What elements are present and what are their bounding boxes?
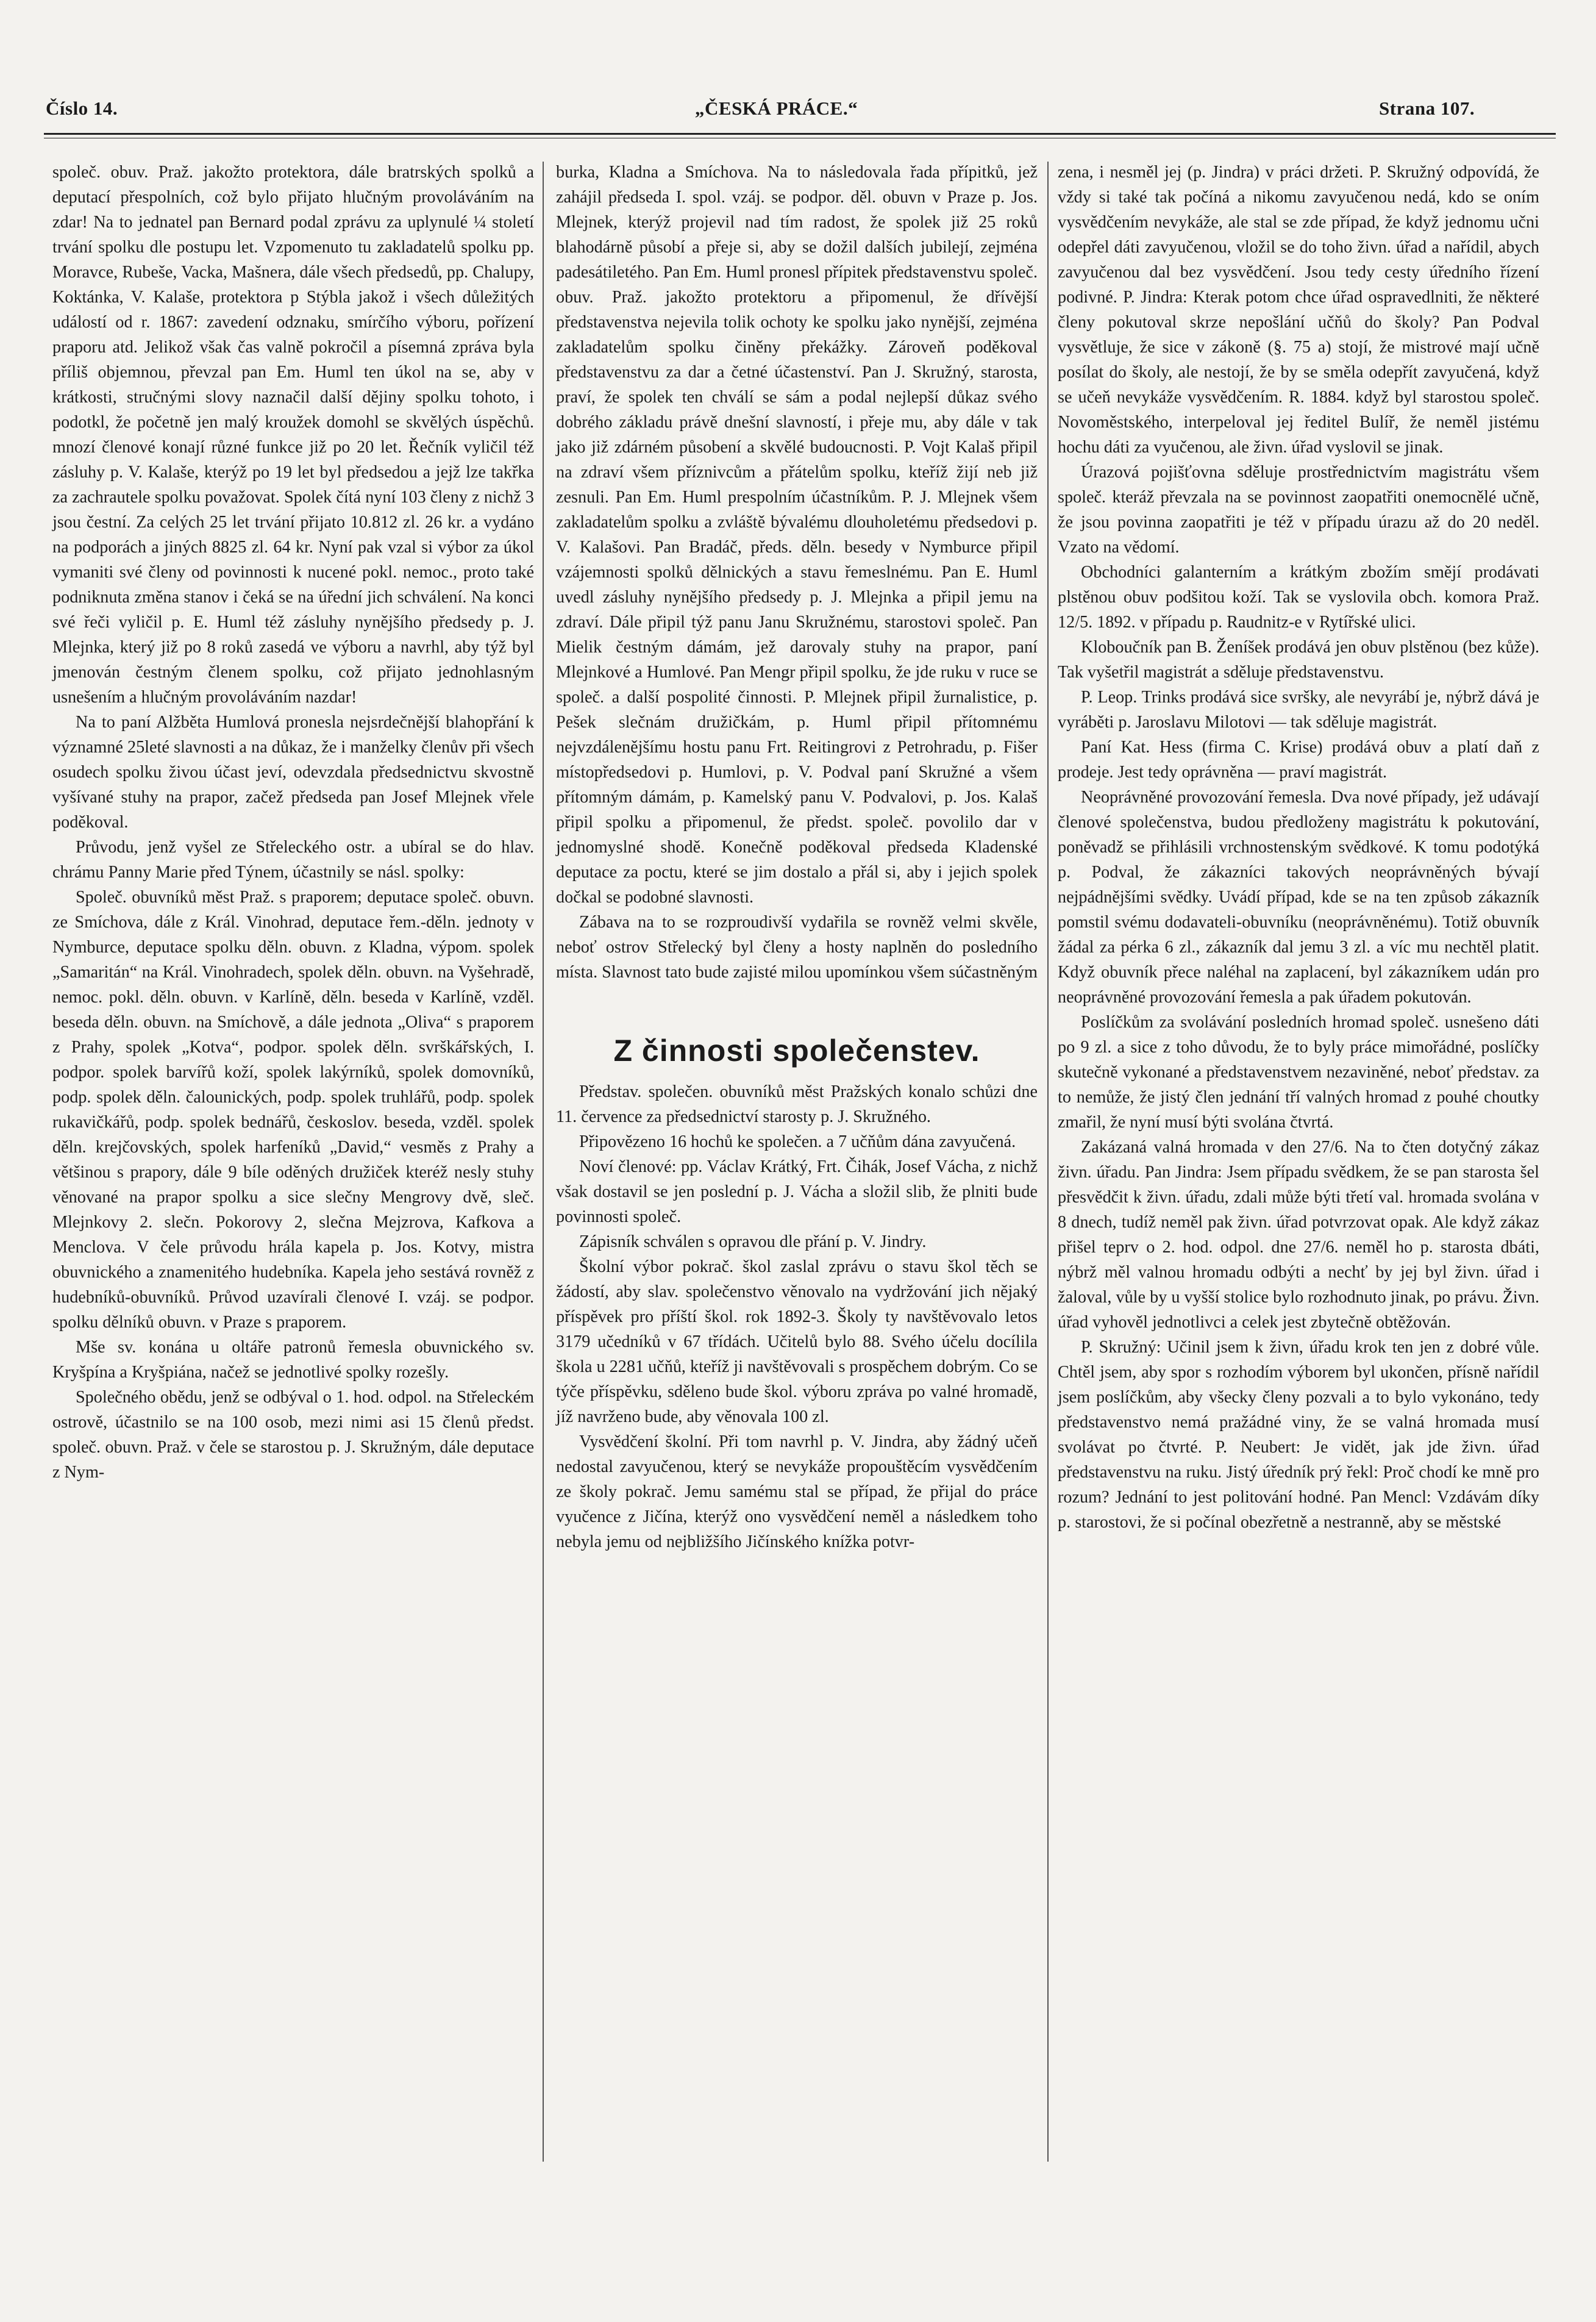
paragraph: Průvodu, jenž vyšel ze Střeleckého ostr. a ubíral se do hlav. chrámu Panny Marie před Týnem, účastnily se násl. spolky: xyxy=(52,838,534,882)
paragraph: Noví členové: pp. Václav Krátký, Frt. Čihák, Josef Vácha, z nichž však dostavil se jen poslední p. J. Vácha a složil slib, že plniti bude povinnosti společ. xyxy=(556,1157,1038,1226)
publication-title: „ČESKÁ PRÁCE.“ xyxy=(695,98,858,119)
paragraph: Poslíčkům za svolávání posledních hromad společ. usnešeno dáti po 9 zl. a sice z toho důvodu, že to byly práce mimořádné, poslíčky skutečně vykonané a představenstvem nezaviněné, neboť představ. za to nemůže, že jistý člen jednání tří valných hromad z pouhé choutky zmařil, že nyní musí býti svolána čtvrtá. xyxy=(1058,1013,1539,1132)
column-2 xyxy=(556,160,1038,1554)
paragraph: zena, i nesměl jej (p. Jindra) v práci držeti. P. Skružný odpovídá, že vždy si také tak počíná a nikomu zavyučenou nedá, kdo se oním vysvědčením nevykáže, ale stal se zde případ, že když jednomu učni odepřel dáti zavyučenou, vložil se do toho živn. úřad a nařídil, abych zavyučenou dal bez vysvědčení. Jsou tedy cesty úředního řízení podivné. P. Jindra: Kterak potom chce úřad ospravedlniti, že některé členy pokutoval skrze nepošlání učňů do školy? Pan Podval vysvětluje, že sice v zákoně (§. 75 a) stojí, že mistrové mají učně posílat do školy, ale nestojí, že by se směla odepřít zavyučená, když se učeň nevykáže vysvědčením. R. 1884. když byl starostou společ. Novoměstského, interpeloval jej ředitel Bulíř, že neměl jistému hochu dáti za vyučenou, ale živn. úřad vyslovil se jinak. xyxy=(1058,163,1539,457)
section-title: Z činnosti společenstev. xyxy=(613,1034,980,1068)
paragraph: společ. obuv. Praž. jakožto protektora, dále bratrských spolků a deputací přespolních, což bylo přijato hlučným provoláváním na zdar! Na to jednatel pan Bernard podal zprávu za uplynulé ¼ století trvání spolku dle postupu let. Vzpomenuto tu zakladatelů spolku pp. Moravce, Rubeše, Vacka, Mašnera, dále všech předsedů, pp. Chalupy, Koktánka, V. Kalaše, protektora p Stýbla jakož i všech důležitých událostí od r. 1867: zavedení odznaku, smírčího výboru, pořízení praporu atd. Jelikož však čas valně pokročil a písemná zpráva byla příliš objemnou, převzal pan Em. Huml ten úkol na se, aby v krátkosti, stručnými slovy naznačil další dějiny spolku tohoto, i podotkl, že početně jen malý kroužek domohl se skvělých úspěchů. mnozí členové konají různé funkce již po 20 let. Řečník vyličil též zásluhy p. V. Kalaše, kterýž po 19 let byl předsedou a jejž lze takřka za zachrautele spolku považovat. Spolek čítá nyní 103 členy z nichž 3 jsou čestní. Za celých 25 let trvání přijato 10.812 zl. 26 kr. a vydáno na podporách a jiných 8825 zl. 64 kr. Nyní pak vzal si výbor za úkol vymaniti své členy od povinnosti k nucené pokl. nemoc., proto také podniknuta změna stanov i čeká se na úřední jich schválení. Na konci své řeči vyličil p. E. Huml též zásluhy nynějšího předsedy p. J. Mlejnka, který již po 8 roků zasedá ve výboru a navrhl, aby týž byl jmenován čestným členem spolku, což přijato jednohlasným usnešením a hlučným provoláváním nazdar! xyxy=(52,163,534,707)
paragraph: Školní výbor pokrač. škol zaslal zprávu o stavu škol těch se žádostí, aby slav. společenstvo věnovalo na vydržování jich nějaký příspěvek pro příští škol. rok 1892-3. Školy ty navštěvovalo letos 3179 učedníků v 67 třídách. Učitelů bylo 88. Svého účelu docílila škola u 2281 učňů, kteříž ji navštěvovali s prospěchem dobrým. Co se týče příspěvku, sděleno bude škol. výboru zpráva po valné hromadě, jíž navrženo bude, aby věnovala 100 zl. xyxy=(556,1257,1038,1426)
paragraph: Úrazová pojišťovna sděluje prostřednictvím magistrátu všem společ. kteráž převzala na se povinnost zaopatřiti onemocnělé učně, že jsou povinna zaopatřiti je též v případu úrazu až do 20 neděl. Vzato na vědomí. xyxy=(1058,463,1539,557)
paragraph: Paní Kat. Hess (firma C. Krise) prodává obuv a platí daň z prodeje. Jest tedy oprávněna — praví magistrát. xyxy=(1058,738,1539,782)
header-rule xyxy=(44,133,1556,135)
paragraph: Zakázaná valná hromada v den 27/6. Na to čten dotyčný zákaz živn. úřadu. Pan Jindra: Jsem případu svědkem, že se pan starosta šel přesvědčit k živn. úřadu, zdali může býti třetí val. hromada svolána v 8 dnech, tudíž neměl pak živn. úřad potvrzovat opak. Ale když zákaz přišel teprv o 2. hod. odpol. dne 27/6. neměl ho p. starosta dbáti, nýbrž měl valnou hromadu odbýti a nechť by jej byl živn. úřad i žaloval, vůle by u vyšší stolice bylo rozhodnuto jinak, po právu. Živn. úřad vyhověl jednotlivci a celek jest zbytečně obtěžován. xyxy=(1058,1138,1539,1332)
paragraph: Na to paní Alžběta Humlová pronesla nejsrdečnější blahopřání k významné 25leté slavnosti a na důkaz, že i manželky členův při všech osudech spolku živou účast jeví, odevzdala předsednictvu skvostně vyšívané stuhy na prapor, začež předseda pan Josef Mlejnek vřele poděkoval. xyxy=(52,713,534,832)
paragraph: Kloboučník pan B. Ženíšek prodává jen obuv plstěnou (bez kůže). Tak vyšetřil magistrát a sděluje představenstvu. xyxy=(1058,638,1539,682)
column-divider xyxy=(1047,162,1049,2162)
paragraph: Mše sv. konána u oltáře patronů řemesla obuvnického sv. Kryšpína a Kryšpiána, načež se jednotlivé spolky rozešly. xyxy=(52,1338,534,1382)
issue-number: Číslo 14. xyxy=(46,98,118,119)
paragraph: Představ. společen. obuvníků měst Pražských konalo schůzi dne 11. července za předsednictví starosty p. J. Skružného. xyxy=(556,1082,1038,1126)
paragraph: Vysvědčení školní. Při tom navrhl p. V. Jindra, aby žádný učeň nedostal zavyučenou, který se nevykáže propouštěcím vysvědčením ze školy pokrač. Jemu samému stal se případ, že přijal do práce vyučence z Jičína, kterýž ono vysvědčení neměl a následkem toho nebyla jemu od nejbližšího Jičínského knížka potvr- xyxy=(556,1432,1038,1551)
paragraph: Zábava na to se rozproudivší vydařila se rovněž velmi skvěle, neboť ostrov Střelecký byl členy a hosty naplněn do posledního místa. Slavnost tato bude zajisté milou upomínkou všem súčastněným xyxy=(556,913,1038,982)
paragraph: Společného obědu, jenž se odbýval o 1. hod. odpol. na Střeleckém ostrově, účastnilo se na 100 osob, mezi nimi asi 15 členů předst. společ. obuvn. Praž. v čele se starostou p. J. Skružným, dále deputace z Nym- xyxy=(52,1388,534,1482)
column-1 xyxy=(52,160,534,1485)
paragraph: Obchodníci galanterním a krátkým zbožím smějí prodávati plstěnou obuv podšitou koží. Tak se vyslovila obch. komora Praž. 12/5. 1892. v případu p. Raudnitz-e v Rytířské ulici. xyxy=(1058,563,1539,632)
paragraph: P. Skružný: Učinil jsem k živn, úřadu krok ten jen z dobré vůle. Chtěl jsem, aby spor s rozhodím výborem byl ukončen, přísně nařídil jsem poslíčkům, aby všecky členy pozvali a to bylo vykonáno, tedy představenstvo nemá pražádné viny, že se valná hromada musí svolávat po čtvrté. P. Neubert: Je vidět, jak jde živn. úřad představenstvu na ruku. Jistý úředník prý řekl: Proč chodí ke mně pro rozum? Jednání to jest politování hodné. Pan Mencl: Vzdávám díky p. starostovi, že si počínal obezřetně a nestranně, aby se městské xyxy=(1058,1338,1539,1532)
paragraph: burka, Kladna a Smíchova. Na to následovala řada přípitků, jež zahájil předseda I. spol. vzáj. se podpor. děl. obuvn v Praze p. Jos. Mlejnek, kterýž projevil nad tím radost, že spolek již 25 roků blahodárně působí a přeje si, aby se dožil dalších jubilejí, zejména padesátiletého. Pan Em. Huml pronesl přípitek představenstvu společ. obuv. Praž. jakožto protektoru a připomenul, že dřívější představenstva nejevila tolik ochoty ke spolku jako nynější, zejména zakladatelům spolku činěny překážky. Zároveň poděkoval představenstvu za dar a četné účastenství. Pan J. Skružný, starosta, praví, že spolek ten chválí se sám a podal nejlepší důkaz svého dobrého základu právě dnešní slavností, i přeje mu, aby dále v tak jako již zdárném působení a skvělé budoucnosti. P. Vojt Kalaš připil na zdraví všem příznivcům a přátelům spolku, kteříž žijí neb již zesnuli. Pan Em. Huml prespolním účastníkům. P. J. Mlejnek všem zakladatelům spolku a zvláště bývalému dlouholetému předsedovi p. V. Kalašovi. Pan Bradáč, předs. děln. besedy v Nymburce připil vzájemnosti spolků dělnických a stavu řemeslnému. Pan E. Huml uvedl zásluhy nynějšího předsedy p. J. Mlejnka a připil jemu na zdraví. Dále připil týž panu Janu Skružnému, starostovi společ. Pan Mielik čestným dámám, jež darovaly stuhy na prapor, paní Mlejnkové a Humlové. Pan Mengr připil spolku, že jde ruku v ruce se společ. a další pospolité činnosti. P. Mlejnek připil žurnalistice, p. Pešek slečnám družičkám, p. Huml připil přítomnému nejvzdálenějšímu hostu panu Frt. Reitingrovi z Petrohradu, p. Fišer místopředsedovi p. Humlovi, p. V. Podval paní Skružné a všem přítomným dámám, p. Kamelský panu V. Podvalovi, p. Jos. Kalaš připil spolku a připomenul, že předst. společ. povolilo dar v jednomyslné shodě. Konečně poděkoval předseda Kladenské deputace za poctu, které se jim dostalo a přál si, aby i jejich spolek dočkal se podobné slavnosti. xyxy=(556,163,1038,907)
paragraph: Zápisník schválen s opravou dle přání p. V. Jindry. xyxy=(579,1232,927,1251)
paragraph: Připovězeno 16 hochů ke společen. a 7 učňům dána zavyučená. xyxy=(579,1132,1016,1151)
paragraph: Společ. obuvníků měst Praž. s praporem; deputace společ. obuvn. ze Smíchova, dále z Král. Vinohrad, deputace řem.-děln. jednoty v Nymburce, deputace spolku děln. obuvn. z Kladna, výpom. spolek „Samaritán“ na Král. Vinohradech, spolek děln. obuvn. na Vyšehradě, nemoc. pokl. děln. obuvn. v Karlíně, děln. beseda v Karlíně, vzděl. beseda děln. obuvn. na Smíchově, a dále jednota „Oliva“ s praporem z Prahy, spolek „Kotva“, podpor. spolek děln. svrškářských, I. podpor. spolek barvířů koží, spolek lakýrníků, spolek domovníků, podp. spolek děln. čalounických, podp. spolek truhlářů, podp. spolek rukavičkářů, podp. spolek bednářů, českoslov. beseda, vzděl. spolek děln. krejčovských, spolek harfeníků „David,“ vesměs z Prahy a většinou s prapory, dále 9 bíle oděných družiček kteréž nesly stuhy věnované na prapor spolku a sice slečny Mengrovy dvě, sleč. Mlejnkovy 2. slečn. Pokorovy 2, slečna Mejzrova, Kafkova a Menclova. V čele průvodu hrála kapela p. Jos. Kotvy, mistra obuvnického a znamenitého hudebníka. Kapela jeho sestává rovněž z hudebníků-obuvníků. Průvod uzavírali členové I. vzáj. se podpor. spolku dělníků obuvn. v Praze s praporem. xyxy=(52,888,534,1332)
column-divider xyxy=(543,162,544,2162)
column-3 xyxy=(1058,160,1539,1535)
page-number: Strana 107. xyxy=(1379,98,1475,119)
paragraph: Neoprávněné provozování řemesla. Dva nové případy, jež udávají členové společenstva, budou předloženy magistrátu k pokutování, poněvadž se přihlásili vrchnostenským svědkové. K tomu podotýká p. Podval, že zákazníci takových neoprávněných bývají nejpádnějšími svědky. Uvádí případ, kde se na ten způsob zákazník pomstil svému dodavateli-obuvníku (neoprávněnému). Totiž obuvník žádal za pérka 6 zl., zákazník dal jemu 3 zl. a víc mu nechtěl platit. Když obuvník přece naléhal na zaplacení, byl zákazníkem udán pro neoprávněné provozování řemesla a pak úřadem pokutován. xyxy=(1058,788,1539,1007)
paragraph: P. Leop. Trinks prodává sice svršky, ale nevyrábí je, nýbrž dává je vyráběti p. Jaroslavu Milotovi — tak sděluje magistrát. xyxy=(1058,688,1539,732)
